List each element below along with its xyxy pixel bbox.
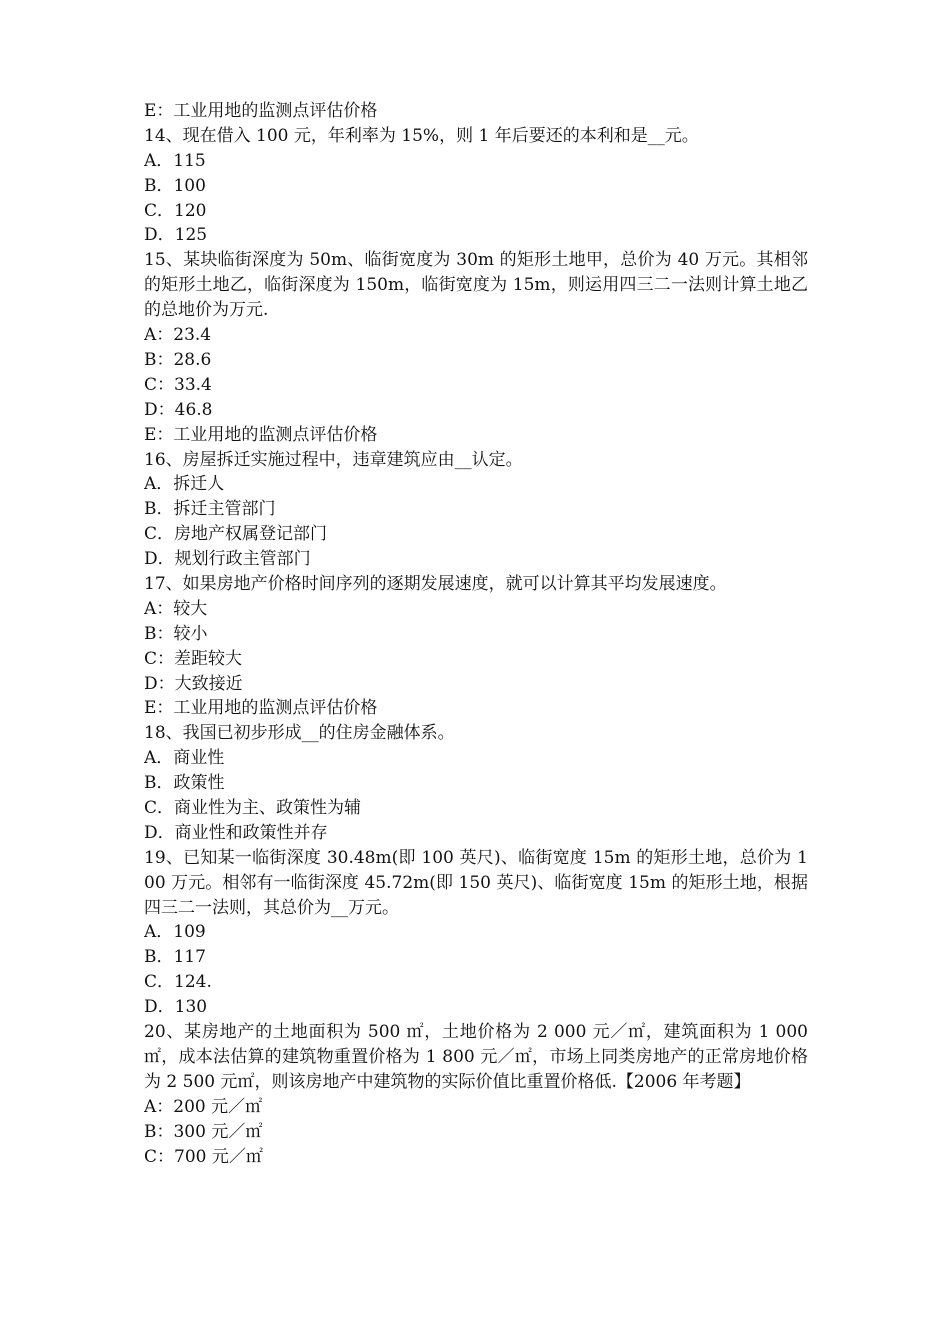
option-line: C．房地产权属登记部门 [144, 524, 328, 545]
option-line: D．125 [144, 225, 208, 246]
option-line: A：较大 [144, 598, 208, 619]
option-line: C：33.4 [144, 374, 212, 395]
option-line: B：300 元／㎡ [144, 1121, 263, 1142]
option-line: D：大致接近 [144, 673, 243, 694]
option-line: B．117 [144, 947, 206, 968]
option-line: E：工业用地的监测点评估价格 [144, 101, 378, 121]
option-line: A．109 [144, 922, 206, 943]
option-line: A：200 元／㎡ [144, 1096, 263, 1117]
option-line: C．120 [144, 200, 207, 221]
option-line: B：28.6 [144, 349, 212, 370]
question-text: 16、房屋拆迁实施过程中，违章建筑应由__认定。 [144, 449, 523, 470]
question-text: 15、某块临街深度为 50m、临街宽度为 30m 的矩形土地甲，总价为 40 万元。其相邻的矩形土地乙，临街深度为 150m，临街宽度为 15m，则运用四三二一法则计算土地乙的总地价为万元. [144, 250, 808, 321]
option-line: B．拆迁主管部门 [144, 499, 276, 520]
option-line: C：差距较大 [144, 648, 243, 669]
option-line: C．商业性为主、政策性为辅 [144, 797, 362, 818]
document-body [144, 99, 808, 1169]
option-line: D．130 [144, 997, 208, 1018]
option-line: A．拆迁人 [144, 474, 225, 495]
question-text: 14、现在借入 100 元，年利率为 15%，则 1 年后要还的本利和是__元。 [144, 125, 699, 146]
option-line: C．124. [144, 972, 212, 993]
option-line: A．115 [144, 150, 206, 171]
option-line: B：较小 [144, 623, 208, 644]
question-text: 20、某房地产的土地面积为 500 ㎡，土地价格为 2 000 元／㎡，建筑面积为 1 000 ㎡，成本法估算的建筑物重置价格为 1 800 元／㎡，市场上同类房地产的正常房地价格为 2 500 元㎡，则该房地产中建筑物的实际价值比重置价格低.【2006 年考题】 [144, 1022, 808, 1092]
option-line: E：工业用地的监测点评估价格 [144, 424, 378, 445]
option-line: A．商业性 [144, 748, 225, 769]
question-text: 18、我国已初步形成__的住房金融体系。 [144, 723, 455, 744]
option-line: D：46.8 [144, 399, 213, 420]
question-text: 17、如果房地产价格时间序列的逐期发展速度，就可以计算其平均发展速度。 [144, 573, 727, 594]
question-text: 19、已知某一临街深度 30.48m(即 100 英尺)、临街宽度 15m 的矩形土地，总价为 100 万元。相邻有一临街深度 45.72m(即 150 英尺)、临街宽度 15m 的矩形土地，根据四三二一法则，其总价为__万元。 [144, 847, 808, 918]
option-line: D．商业性和政策性并存 [144, 822, 328, 843]
option-line: A：23.4 [144, 325, 212, 346]
option-line: B．100 [144, 175, 206, 196]
option-line: E：工业用地的监测点评估价格 [144, 698, 378, 719]
option-line: D．规划行政主管部门 [144, 549, 311, 570]
option-line: C：700 元／㎡ [144, 1146, 263, 1167]
option-line: B．政策性 [144, 773, 225, 794]
